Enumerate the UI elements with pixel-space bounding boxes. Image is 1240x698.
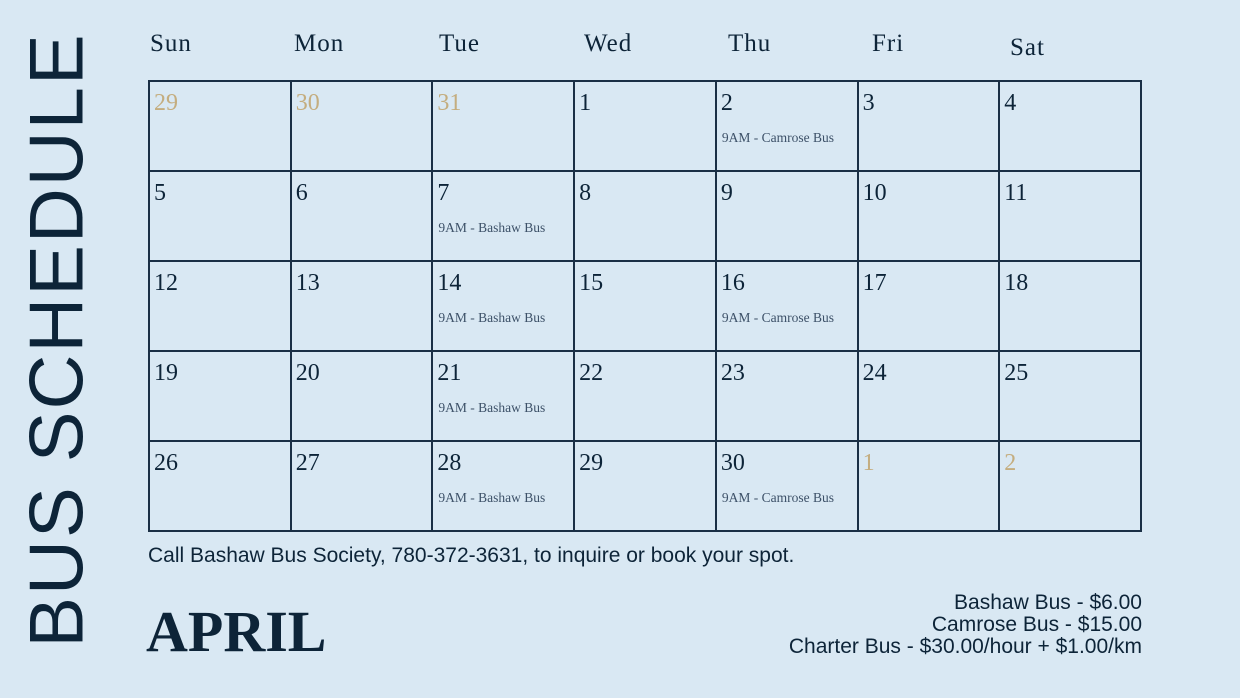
calendar-day-cell [292, 442, 434, 532]
calendar-day-cell [575, 352, 717, 442]
contact-line: Call Bashaw Bus Society, 780-372-3631, to inquire or book your spot. [148, 544, 795, 567]
day-number: 30 [720, 450, 745, 476]
calendar-day-cell [717, 442, 859, 532]
day-number: 18 [1004, 270, 1029, 296]
calendar-grid [148, 80, 1142, 532]
day-number: 12 [154, 270, 178, 296]
weekday-header [148, 30, 1142, 70]
calendar-day-cell [150, 262, 292, 352]
weekday-wed: Wed [584, 30, 633, 57]
calendar-day-cell [433, 262, 575, 352]
day-number: 21 [437, 360, 462, 386]
day-number: 27 [295, 450, 320, 476]
bus-event: 9AM - Camrose Bus [721, 490, 834, 505]
day-number: 2 [720, 90, 733, 116]
calendar-day-cell [1000, 352, 1142, 442]
day-number: 16 [720, 270, 745, 296]
day-number: 17 [862, 270, 887, 296]
day-number: 29 [154, 90, 178, 116]
calendar-day-cell [859, 442, 1001, 532]
day-number: 19 [154, 360, 178, 386]
calendar-day-cell [717, 352, 859, 442]
day-number: 11 [1004, 180, 1028, 206]
calendar-day-cell [575, 82, 717, 172]
day-number: 22 [579, 360, 604, 386]
calendar-day-cell [1000, 442, 1142, 532]
calendar-day-cell [292, 82, 434, 172]
day-number: 10 [862, 180, 887, 206]
calendar-day-cell [859, 352, 1001, 442]
day-number: 1 [862, 450, 875, 476]
calendar-day-cell [150, 442, 292, 532]
day-number: 25 [1004, 360, 1029, 386]
day-number: 26 [154, 450, 178, 476]
day-number: 31 [437, 90, 462, 116]
calendar-day-cell [575, 172, 717, 262]
day-number: 14 [437, 270, 462, 296]
calendar-day-cell [575, 442, 717, 532]
calendar-day-cell [433, 82, 575, 172]
day-number: 3 [862, 90, 875, 116]
bus-event: 9AM - Camrose Bus [721, 310, 834, 325]
bus-event: 9AM - Bashaw Bus [438, 400, 546, 415]
calendar-day-cell [433, 172, 575, 262]
calendar-day-cell [1000, 172, 1142, 262]
weekday-sun: Sun [150, 30, 192, 57]
bus-event: 9AM - Bashaw Bus [438, 490, 546, 505]
calendar-day-cell [575, 262, 717, 352]
weekday-mon: Mon [294, 30, 345, 57]
calendar-day-cell [292, 262, 434, 352]
calendar-day-cell [292, 172, 434, 262]
calendar-day-cell [859, 172, 1001, 262]
calendar-day-cell [717, 262, 859, 352]
day-number: 20 [295, 360, 320, 386]
day-number: 8 [579, 180, 592, 206]
weekday-sat: Sat [1010, 34, 1045, 61]
calendar-day-cell [433, 352, 575, 442]
day-number: 4 [1004, 90, 1017, 116]
day-number: 1 [579, 90, 592, 116]
vertical-title [14, 10, 100, 670]
day-number: 13 [295, 270, 320, 296]
calendar-day-cell [859, 82, 1001, 172]
calendar-day-cell [150, 352, 292, 442]
calendar-day-cell [717, 82, 859, 172]
weekday-tue: Tue [439, 30, 480, 57]
day-number: 7 [437, 180, 450, 206]
calendar-day-cell [292, 352, 434, 442]
day-number: 9 [720, 180, 733, 206]
calendar-day-cell [150, 172, 292, 262]
calendar-day-cell [1000, 262, 1142, 352]
calendar-day-cell [859, 262, 1001, 352]
calendar-day-cell [150, 82, 292, 172]
price-list [789, 592, 1142, 658]
month-title: APRIL [146, 599, 327, 664]
price-bashaw: Bashaw Bus - $6.00 [954, 591, 1142, 614]
day-number: 15 [579, 270, 604, 296]
calendar-day-cell [1000, 82, 1142, 172]
day-number: 24 [862, 360, 887, 386]
day-number: 2 [1004, 450, 1017, 476]
schedule-title: BUS SCHEDULE [14, 32, 100, 648]
bus-event: 9AM - Camrose Bus [721, 130, 834, 145]
price-charter: Charter Bus - $30.00/hour + $1.00/km [788, 635, 1142, 658]
bus-event: 9AM - Bashaw Bus [438, 220, 546, 235]
day-number: 29 [579, 450, 604, 476]
weekday-thu: Thu [728, 30, 772, 57]
calendar-day-cell [717, 172, 859, 262]
day-number: 5 [154, 180, 166, 206]
weekday-fri: Fri [872, 30, 905, 57]
day-number: 28 [437, 450, 462, 476]
calendar-day-cell [433, 442, 575, 532]
day-number: 23 [720, 360, 745, 386]
day-number: 30 [295, 90, 320, 116]
bus-event: 9AM - Bashaw Bus [438, 310, 546, 325]
price-camrose: Camrose Bus - $15.00 [931, 613, 1142, 636]
day-number: 6 [295, 180, 308, 206]
